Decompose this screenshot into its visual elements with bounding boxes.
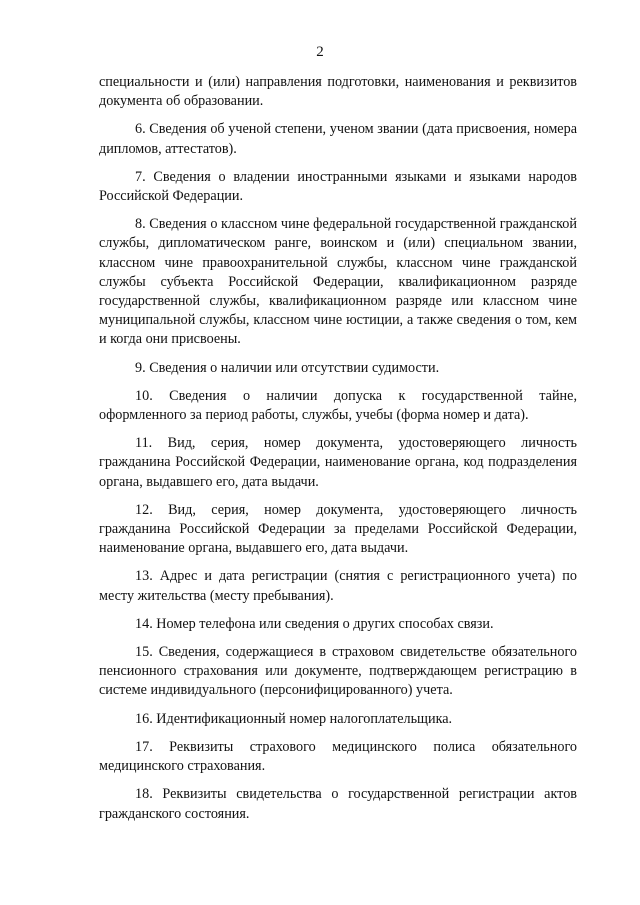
document-body	[99, 73, 577, 833]
paragraph-item-6: 6. Сведения об ученой степени, ученом звании (дата присвоения, номера дипломов, аттестатов).	[99, 121, 577, 157]
paragraph-item-13: 13. Адрес и дата регистрации (снятия с регистрационного учета) по месту жительства (месту пребывания).	[99, 568, 577, 604]
paragraph-item-8: 8. Сведения о классном чине федеральной государственной гражданской службы, дипломатическом ранге, воинском и (или) специальном звании, классном чине правоохранительной службы, классном чине гражданской службы субъекта Российской Федерации, квалификационном разряде государственной службы, квалификационном разряде или классном чине муниципальной службы, классном чине юстиции, а также сведения о том, кем и когда они присвоены.	[99, 216, 577, 348]
paragraph-item-17: 17. Реквизиты страхового медицинского полиса обязательного медицинского страхования.	[99, 738, 577, 775]
paragraph-item-10: 10. Сведения о наличии допуска к государственной тайне, оформленного за период работы, службы, учебы (форма номер и дата).	[99, 387, 577, 424]
paragraph-item-7: 7. Сведения о владении иностранными языками и языками народов Российской Федерации.	[99, 168, 577, 205]
paragraph-continuation: специальности и (или) направления подготовки, наименования и реквизитов документа об образовании.	[99, 74, 577, 110]
paragraph-item-16: 16. Идентификационный номер налогоплательщика.	[135, 710, 453, 727]
page-number: 2	[316, 44, 324, 60]
paragraph-item-15: 15. Сведения, содержащиеся в страховом свидетельстве обязательного пенсионного страхования или документе, подтверждающем регистрацию в системе индивидуального (персонифицированного) учета.	[99, 644, 577, 699]
paragraph-item-14: 14. Номер телефона или сведения о других способах связи.	[135, 615, 494, 632]
paragraph-item-12: 12. Вид, серия, номер документа, удостоверяющего личность гражданина Российской Федерации за пределами Российской Федерации, наименование органа, выдавшего его, дата выдачи.	[99, 501, 577, 557]
paragraph-item-11: 11. Вид, серия, номер документа, удостоверяющего личность гражданина Российской Федерации, наименование органа, код подразделения органа, выдавшего его, дата выдачи.	[99, 435, 577, 490]
paragraph-item-18: 18. Реквизиты свидетельства о государственной регистрации актов гражданского состояния.	[99, 786, 577, 822]
paragraph-item-9: 9. Сведения о наличии или отсутствии судимости.	[135, 359, 440, 376]
